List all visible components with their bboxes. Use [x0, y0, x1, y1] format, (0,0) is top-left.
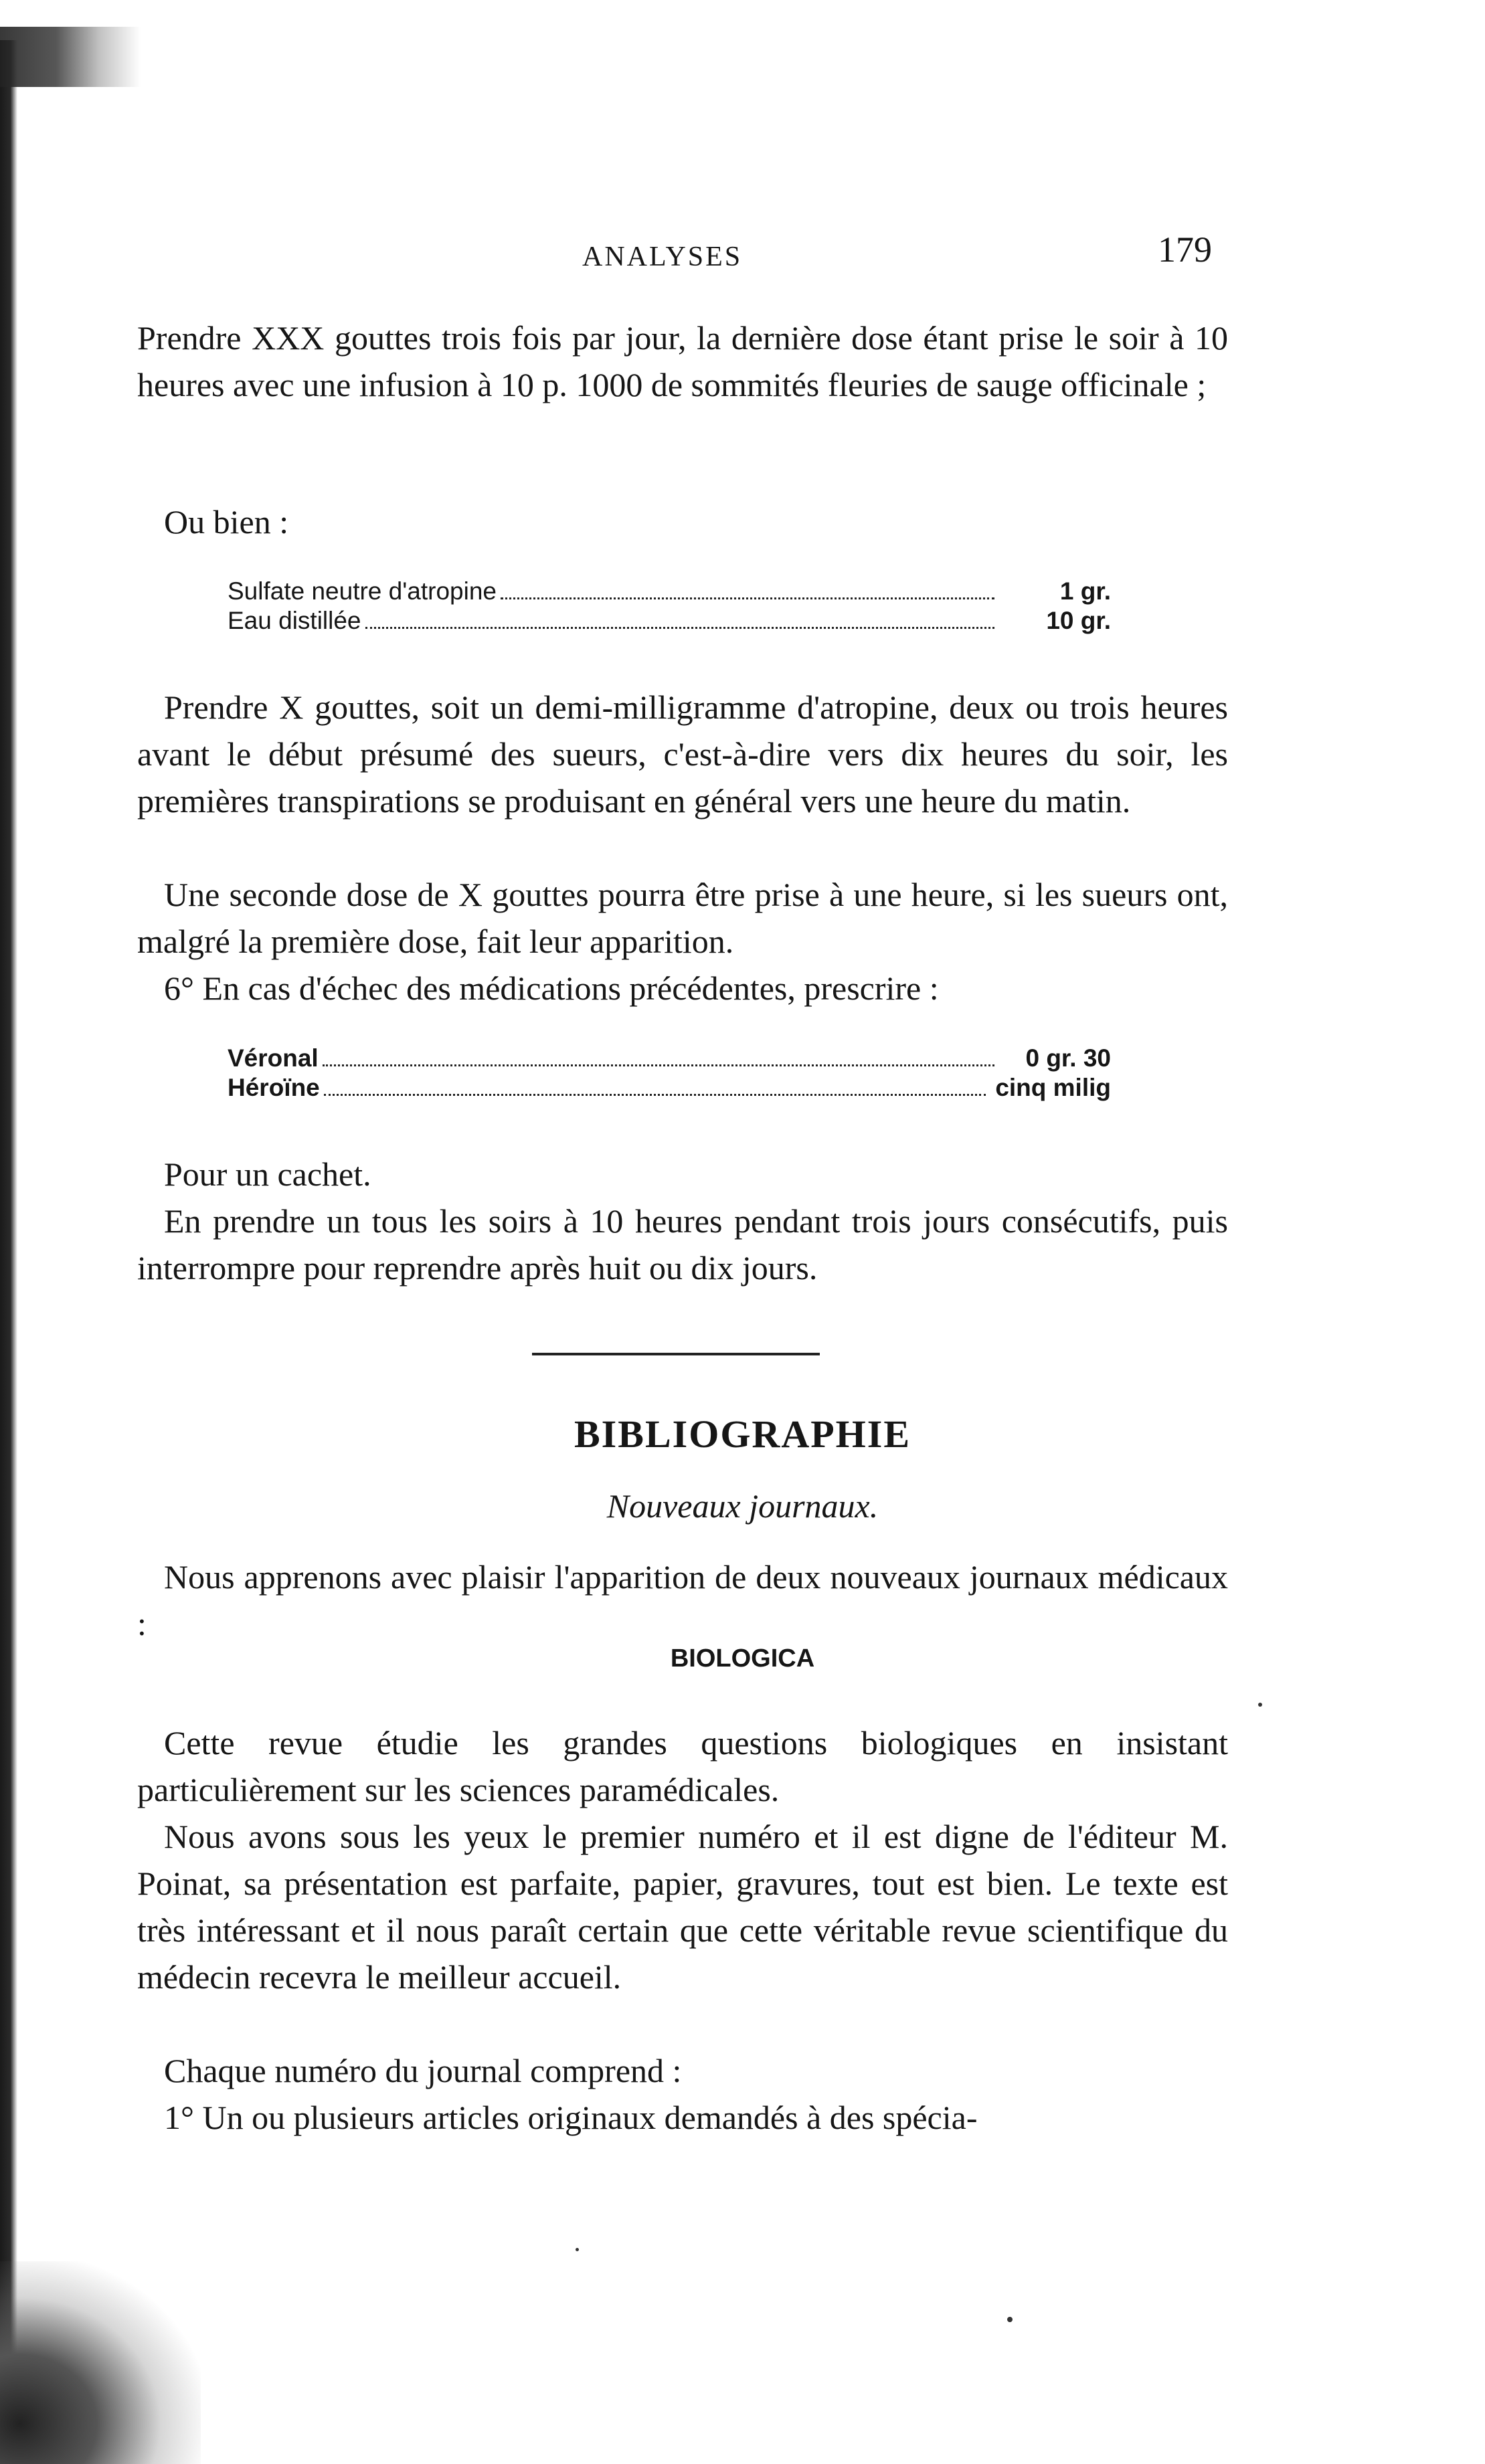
scan-speck — [1258, 1703, 1262, 1707]
section-title: BIBLIOGRAPHIE — [574, 1412, 911, 1456]
leader-dots — [501, 597, 994, 599]
section-divider — [532, 1353, 820, 1355]
scan-binding-edge — [0, 40, 17, 2422]
paragraph: 6° En cas d'échec des médications précédentes, prescrire : — [164, 969, 939, 1007]
paragraph: Nous apprenons avec plaisir l'apparition de deux nouveaux journaux médicaux : — [137, 1558, 1228, 1642]
leader-dots — [365, 627, 994, 629]
page-number: 179 — [1158, 229, 1212, 270]
ingredient-name: Héroïne — [228, 1074, 320, 1101]
paragraph: Nous avons sous les yeux le premier numéro et il est digne de l'éditeur M. Poinat, sa présentation est parfaite, papier, gravures, tout est bien. Le texte est très intéressant et il nous paraît certain que cette véritable revue scientifique du médecin recevra le meilleur accueil. — [137, 1818, 1228, 1996]
paragraph: Chaque numéro du journal comprend : — [164, 2052, 682, 2089]
paragraph: En prendre un tous les soirs à 10 heures pendant trois jours consécutifs, puis interrompre pour reprendre après huit ou dix jours. — [137, 1202, 1228, 1287]
paragraph: Une seconde dose de X gouttes pourra être prise à une heure, si les sueurs ont, malgré la première dose, fait leur apparition. — [137, 876, 1228, 960]
prescription-line — [228, 606, 1111, 636]
ingredient-name: Eau distillée — [228, 607, 361, 634]
paragraph: Ou bien : — [164, 503, 289, 541]
ingredient-name: Sulfate neutre d'atropine — [228, 577, 497, 605]
ingredient-name: Véronal — [228, 1044, 319, 1072]
paragraph: Pour un cachet. — [164, 1155, 371, 1193]
prescription-line — [228, 1073, 1111, 1103]
leader-dots — [324, 1094, 986, 1096]
scan-speck — [576, 2248, 579, 2251]
ingredient-quantity: 0 gr. 30 — [1025, 1044, 1111, 1072]
scan-corner-shadow-top — [0, 27, 141, 87]
paragraph: Prendre X gouttes, soit un demi-milligramme d'atropine, deux ou trois heures avant le début présumé des sueurs, c'est-à-dire vers dix heures du soir, les premières transpirations se produisant en général vers une heure du matin. — [137, 688, 1228, 820]
ingredient-quantity: 10 gr. — [1046, 607, 1111, 634]
paragraph: 1° Un ou plusieurs articles originaux demandés à des spécia- — [164, 2099, 978, 2136]
paragraph: Cette revue étudie les grandes questions biologiques en insistant particulièrement sur les sciences paramédicales. — [137, 1724, 1228, 1808]
prescription-line — [228, 1044, 1111, 1073]
running-head: ANALYSES — [582, 242, 743, 272]
journal-name: BIOLOGICA — [670, 1644, 815, 1673]
ingredient-quantity: 1 gr. — [1059, 577, 1111, 605]
paragraph: Prendre XXX gouttes trois fois par jour, la dernière dose étant prise le soir à 10 heures avec une infusion à 10 p. 1000 de sommités fleuries de sauge officinale ; — [137, 319, 1228, 403]
prescription-list — [228, 1044, 1111, 1103]
section-subtitle: Nouveaux journaux. — [606, 1487, 879, 1525]
ingredient-quantity: cinq milig — [995, 1074, 1111, 1101]
prescription-list — [228, 577, 1111, 636]
scan-speck — [1007, 2317, 1013, 2322]
leader-dots — [323, 1064, 994, 1066]
prescription-line — [228, 577, 1111, 606]
scan-corner-shadow-bottom — [0, 2261, 201, 2464]
